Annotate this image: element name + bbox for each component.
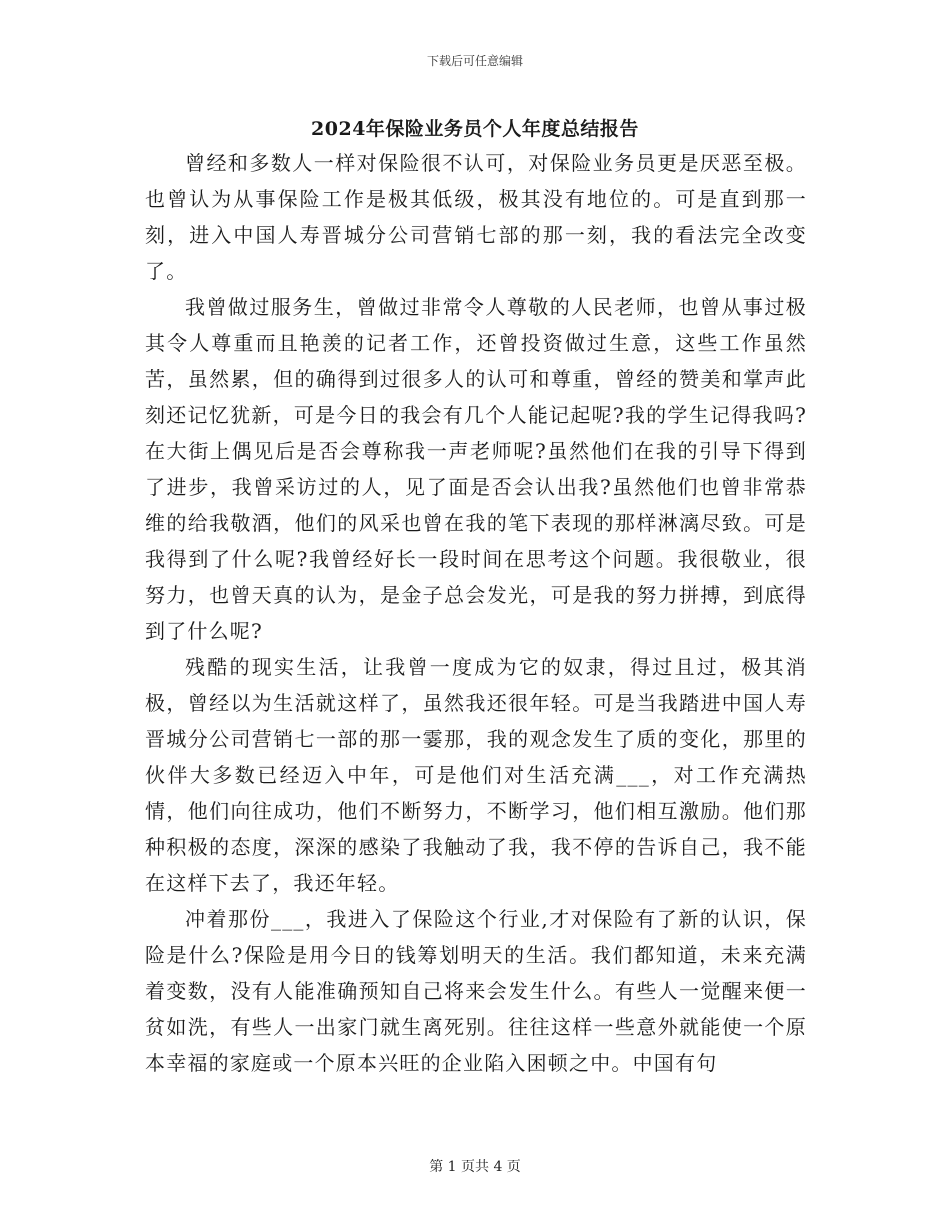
header-note: 下载后可任意编辑 bbox=[426, 54, 523, 68]
page-number: 第 1 页共 4 页 bbox=[429, 1159, 521, 1175]
document-body bbox=[145, 145, 807, 1081]
paragraph-3: 残酷的现实生活，让我曾一度成为它的奴隶，得过且过，极其消极，曾经以为生活就这样了，虽然我还很年轻。可是当我踏进中国人寿晋城分公司营销七一部的那一霎那，我的观念发生了质的变化，那里的伙伴大多数已经迈入中年，可是他们对生活充满___，对工作充满热情，他们向往成功，他们不断努力，不断学习，他们相互激励。他们那种积极的态度，深深的感染了我触动了我，我不停的告诉自己，我不能在这样下去了，我还年轻。 bbox=[145, 655, 807, 895]
paragraph-1: 曾经和多数人一样对保险很不认可，对保险业务员更是厌恶至极。也曾认为从事保险工作是极其低级，极其没有地位的。可是直到那一刻，进入中国人寿晋城分公司营销七部的那一刻，我的看法完全改变了。 bbox=[145, 151, 807, 283]
document-title: 2024年保险业务员个人年度总结报告 bbox=[311, 118, 639, 140]
paragraph-2: 我曾做过服务生，曾做过非常令人尊敬的人民老师，也曾从事过极其令人尊重而且艳羡的记者工作，还曾投资做过生意，这些工作虽然苦，虽然累，但的确得到过很多人的认可和尊重，曾经的赞美和掌声此刻还记忆犹新，可是今日的我会有几个人能记起呢?我的学生记得我吗?在大街上偶见后是否会尊称我一声老师呢?虽然他们在我的引导下得到了进步，我曾采访过的人，见了面是否会认出我?虽然他们也曾非常恭维的给我敬酒，他们的风采也曾在我的笔下表现的那样淋漓尽致。可是我得到了什么呢?我曾经好长一段时间在思考这个问题。我很敬业，很努力，也曾天真的认为，是金子总会发光，可是我的努力拼搏，到底得到了什么呢? bbox=[145, 295, 807, 643]
paragraph-4: 冲着那份___，我进入了保险这个行业,才对保险有了新的认识，保险是什么?保险是用今日的钱筹划明天的生活。我们都知道，未来充满着变数，没有人能准确预知自己将来会发生什么。有些人一觉醒来便一贫如洗，有些人一出家门就生离死别。往往这样一些意外就能使一个原本幸福的家庭或一个原本兴旺的企业陷入困顿之中。中国有句 bbox=[145, 907, 807, 1075]
